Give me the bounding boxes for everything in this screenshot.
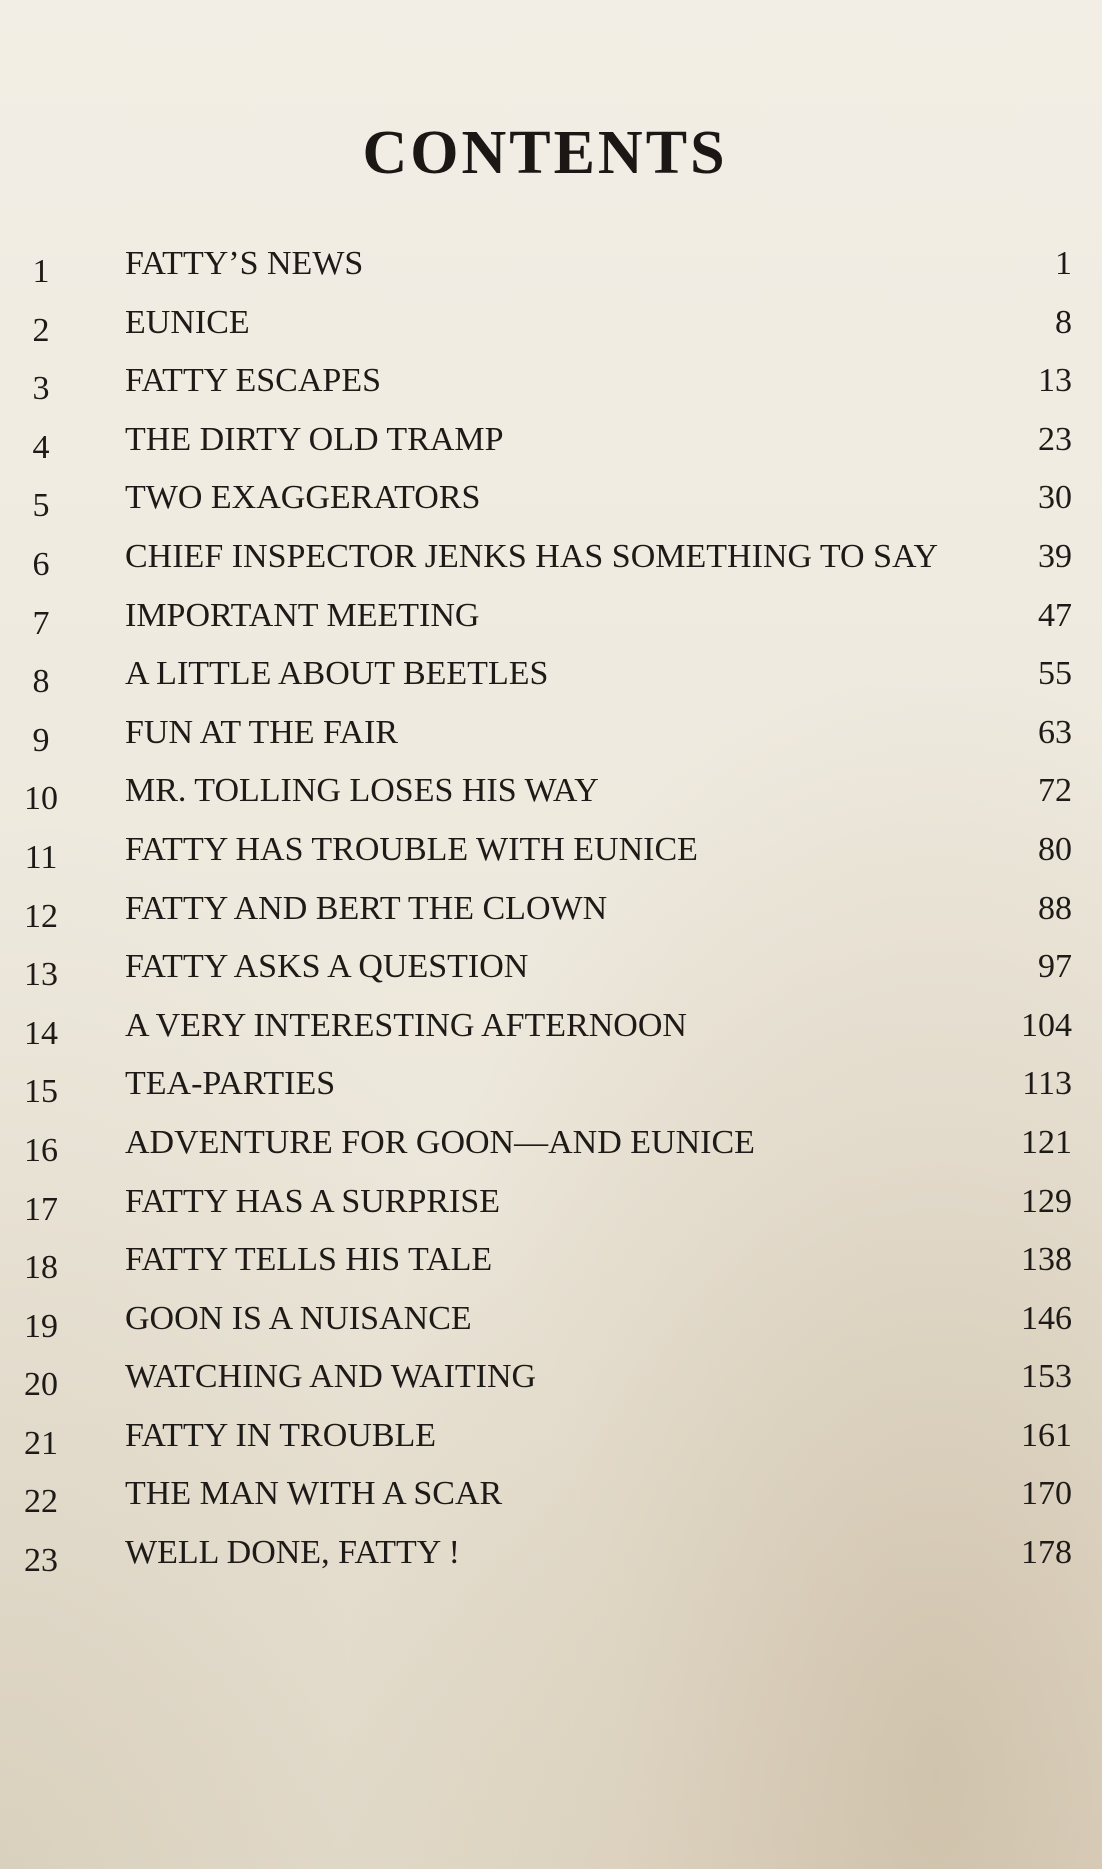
chapter-number: 21: [24, 1424, 58, 1462]
chapter-number: 11: [24, 838, 58, 876]
page-number: 8: [1055, 303, 1072, 341]
chapter-number: 22: [24, 1483, 58, 1521]
page-number: 178: [1021, 1534, 1072, 1572]
toc-row: [0, 771, 1102, 830]
chapter-title: A LITTLE ABOUT BEETLES: [125, 655, 549, 693]
toc-row: [0, 1533, 1102, 1592]
page-number: 129: [1021, 1182, 1072, 1220]
chapter-number: 23: [24, 1542, 58, 1580]
page-number: 55: [1038, 655, 1072, 693]
chapter-number: 13: [24, 956, 58, 994]
toc-row: [0, 713, 1102, 772]
page-number: 63: [1038, 713, 1072, 751]
chapter-number: 16: [24, 1131, 58, 1169]
toc-row: [0, 361, 1102, 420]
chapter-number: 5: [32, 487, 50, 525]
chapter-title: WELL DONE, FATTY !: [125, 1534, 460, 1572]
page-number: 80: [1038, 830, 1072, 868]
chapter-number: 12: [24, 897, 58, 935]
toc-row: [0, 1182, 1102, 1241]
toc-row: [0, 1064, 1102, 1123]
chapter-title: FATTY HAS TROUBLE WITH EUNICE: [125, 830, 698, 868]
chapter-title: FATTY HAS A SURPRISE: [125, 1182, 501, 1220]
page-number: 39: [1038, 537, 1072, 575]
toc-row: [0, 244, 1102, 303]
chapter-title: EUNICE: [125, 303, 250, 341]
chapter-title: WATCHING AND WAITING: [125, 1358, 537, 1396]
toc-row: [0, 478, 1102, 537]
page-number: 138: [1021, 1241, 1072, 1279]
chapter-number: 9: [32, 721, 50, 759]
chapter-title: CHIEF INSPECTOR JENKS HAS SOMETHING TO SAY: [125, 537, 938, 575]
page-title: CONTENTS: [362, 119, 728, 187]
page-number: 1: [1055, 245, 1072, 282]
chapter-number: 15: [24, 1073, 58, 1111]
toc-row: [0, 303, 1102, 362]
page-number: 113: [1022, 1065, 1072, 1103]
chapter-number: 18: [24, 1249, 58, 1287]
page-number: 146: [1021, 1299, 1072, 1337]
toc-row: [0, 654, 1102, 713]
toc-row: [0, 1357, 1102, 1416]
chapter-title: MR. TOLLING LOSES HIS WAY: [125, 772, 599, 810]
chapter-title: ADVENTURE FOR GOON—AND EUNICE: [125, 1123, 755, 1161]
chapter-number: 10: [24, 780, 58, 818]
page-number: 153: [1021, 1358, 1072, 1396]
chapter-title: FATTY IN TROUBLE: [125, 1416, 437, 1454]
page-number: 161: [1021, 1416, 1072, 1454]
chapter-title: FATTY ASKS A QUESTION: [125, 948, 529, 986]
page-number: 121: [1021, 1123, 1072, 1161]
toc-row: [0, 1474, 1102, 1533]
toc-row: [0, 420, 1102, 479]
chapter-title: FATTY ESCAPES: [125, 362, 381, 400]
chapter-title: THE DIRTY OLD TRAMP: [125, 420, 504, 458]
chapter-title: THE MAN WITH A SCAR: [125, 1475, 503, 1513]
toc-row: [0, 830, 1102, 889]
page-number: 47: [1038, 596, 1072, 634]
page-number: 97: [1038, 948, 1072, 986]
chapter-title: FATTY TELLS HIS TALE: [125, 1241, 493, 1279]
toc-row: [0, 947, 1102, 1006]
toc-row: [0, 1006, 1102, 1065]
toc-row: [0, 596, 1102, 655]
chapter-number: 3: [32, 370, 50, 408]
chapter-title: GOON IS A NUISANCE: [125, 1299, 472, 1337]
page-number: 170: [1021, 1475, 1072, 1513]
chapter-number: 6: [32, 545, 50, 583]
chapter-number: 19: [24, 1307, 58, 1345]
chapter-title: FUN AT THE FAIR: [125, 713, 398, 751]
page-number: 13: [1038, 362, 1072, 400]
chapter-title: TEA-PARTIES: [125, 1065, 336, 1103]
chapter-number: 7: [32, 604, 50, 642]
table-of-contents: [0, 244, 1102, 1592]
page-number: 88: [1038, 889, 1072, 927]
chapter-number: 14: [24, 1014, 58, 1052]
chapter-title: TWO EXAGGERATORS: [125, 479, 481, 517]
toc-row: [0, 889, 1102, 948]
page-number: 104: [1021, 1006, 1072, 1044]
chapter-number: 20: [24, 1366, 58, 1404]
chapter-number: 4: [32, 428, 50, 466]
chapter-title: A VERY INTERESTING AFTERNOON: [125, 1006, 687, 1044]
chapter-number: 1: [32, 253, 50, 290]
page-number: 72: [1038, 772, 1072, 810]
chapter-number: 8: [32, 663, 50, 701]
toc-row: [0, 537, 1102, 596]
toc-row: [0, 1416, 1102, 1475]
chapter-title: FATTY’S NEWS: [125, 245, 364, 282]
chapter-number: 2: [32, 311, 50, 349]
toc-row: [0, 1123, 1102, 1182]
chapter-title: IMPORTANT MEETING: [125, 596, 480, 634]
toc-row: [0, 1299, 1102, 1358]
page-number: 30: [1038, 479, 1072, 517]
chapter-title: FATTY AND BERT THE CLOWN: [125, 889, 608, 927]
page-number: 23: [1038, 420, 1072, 458]
toc-row: [0, 1240, 1102, 1299]
chapter-number: 17: [24, 1190, 58, 1228]
